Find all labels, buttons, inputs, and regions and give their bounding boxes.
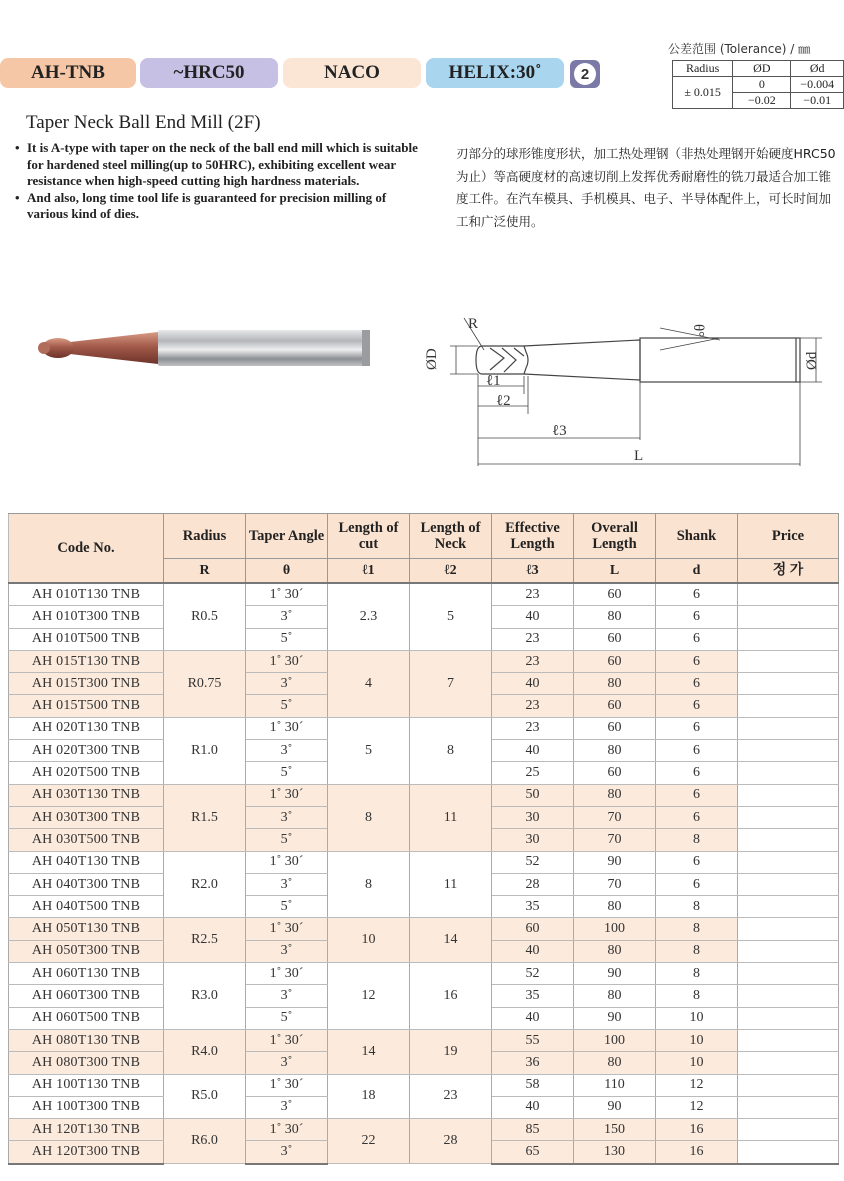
cell-oal: 60 — [574, 762, 656, 784]
description-en-item: • And also, long time tool life is guaranteed for precision milling of various kind of dies. — [14, 190, 419, 223]
tol-col-d: Ød — [791, 61, 844, 77]
cell-code: AH 050T130 TNB — [9, 918, 164, 940]
cell-price — [738, 784, 839, 806]
cell-price — [738, 740, 839, 762]
cell-code: AH 100T300 TNB — [9, 1096, 164, 1118]
cell-shank: 10 — [656, 1007, 738, 1029]
cell-price — [738, 873, 839, 895]
cell-oal: 80 — [574, 606, 656, 628]
cell-loc: 8 — [328, 851, 410, 918]
cell-oal: 60 — [574, 695, 656, 717]
subheader-lon: ℓ2 — [410, 559, 492, 584]
cell-taper: 5˚ — [246, 829, 328, 851]
cell-eff: 35 — [492, 896, 574, 918]
cell-shank: 16 — [656, 1119, 738, 1141]
cell-code: AH 060T500 TNB — [9, 1007, 164, 1029]
cell-lon: 11 — [410, 851, 492, 918]
cell-oal: 80 — [574, 896, 656, 918]
cell-loc: 10 — [328, 918, 410, 963]
cell-oal: 70 — [574, 873, 656, 895]
table-row — [9, 583, 839, 606]
header-lon: Length of Neck — [410, 514, 492, 559]
cell-oal: 100 — [574, 918, 656, 940]
cell-price — [738, 606, 839, 628]
cell-code: AH 040T500 TNB — [9, 896, 164, 918]
cell-oal: 70 — [574, 806, 656, 828]
cell-code: AH 010T500 TNB — [9, 628, 164, 650]
subheader-eff: ℓ3 — [492, 559, 574, 584]
table-row — [9, 717, 839, 739]
hardness-badge: ~HRC50 — [140, 58, 278, 88]
header-shank: Shank — [656, 514, 738, 559]
cell-radius: R6.0 — [164, 1119, 246, 1164]
cell-eff: 23 — [492, 650, 574, 672]
cell-taper: 5˚ — [246, 762, 328, 784]
cell-taper: 5˚ — [246, 628, 328, 650]
cell-oal: 60 — [574, 583, 656, 606]
cell-oal: 60 — [574, 650, 656, 672]
cell-oal: 80 — [574, 985, 656, 1007]
cell-eff: 23 — [492, 583, 574, 606]
cell-taper: 3˚ — [246, 940, 328, 962]
cell-code: AH 020T300 TNB — [9, 740, 164, 762]
cell-oal: 80 — [574, 740, 656, 762]
cell-price — [738, 673, 839, 695]
cell-taper: 1˚ 30´ — [246, 963, 328, 985]
cell-loc: 12 — [328, 963, 410, 1030]
cell-taper: 3˚ — [246, 806, 328, 828]
table-row — [9, 1074, 839, 1096]
cell-oal: 80 — [574, 1052, 656, 1074]
cell-eff: 40 — [492, 1007, 574, 1029]
cell-lon: 8 — [410, 717, 492, 784]
cell-price — [738, 896, 839, 918]
flute-count: 2 — [574, 63, 596, 85]
cell-oal: 70 — [574, 829, 656, 851]
table-row — [9, 963, 839, 985]
cell-code: AH 015T300 TNB — [9, 673, 164, 695]
cell-eff: 35 — [492, 985, 574, 1007]
product-title: Taper Neck Ball End Mill (2F) — [26, 112, 261, 133]
cell-eff: 36 — [492, 1052, 574, 1074]
table-row — [9, 784, 839, 806]
header-loc: Length of cut — [328, 514, 410, 559]
cell-taper: 3˚ — [246, 985, 328, 1007]
cell-lon: 5 — [410, 583, 492, 650]
cell-code: AH 100T130 TNB — [9, 1074, 164, 1096]
cell-shank: 6 — [656, 762, 738, 784]
cell-taper: 3˚ — [246, 606, 328, 628]
header-price: Price — [738, 514, 839, 559]
cell-oal: 90 — [574, 1096, 656, 1118]
cell-eff: 40 — [492, 740, 574, 762]
tool-photo — [30, 318, 375, 378]
cell-loc: 14 — [328, 1029, 410, 1074]
cell-price — [738, 940, 839, 962]
cell-eff: 55 — [492, 1029, 574, 1051]
table-row — [9, 851, 839, 873]
cell-shank: 12 — [656, 1096, 738, 1118]
tolerance-table — [672, 60, 844, 109]
table-row — [9, 1029, 839, 1051]
cell-taper: 1˚ 30´ — [246, 583, 328, 606]
cell-eff: 23 — [492, 717, 574, 739]
subheader-radius: R — [164, 559, 246, 584]
cell-loc: 22 — [328, 1119, 410, 1164]
cell-shank: 6 — [656, 583, 738, 606]
cell-code: AH 120T130 TNB — [9, 1119, 164, 1141]
cell-code: AH 020T500 TNB — [9, 762, 164, 784]
cell-eff: 40 — [492, 1096, 574, 1118]
table-row — [9, 1119, 839, 1141]
cell-lon: 19 — [410, 1029, 492, 1074]
cell-radius: R1.0 — [164, 717, 246, 784]
cell-eff: 52 — [492, 851, 574, 873]
cell-radius: R0.5 — [164, 583, 246, 650]
cell-shank: 6 — [656, 650, 738, 672]
cell-eff: 52 — [492, 963, 574, 985]
cell-shank: 6 — [656, 851, 738, 873]
cell-code: AH 080T300 TNB — [9, 1052, 164, 1074]
cell-radius: R3.0 — [164, 963, 246, 1030]
cell-code: AH 030T130 TNB — [9, 784, 164, 806]
cell-eff: 40 — [492, 606, 574, 628]
cell-shank: 6 — [656, 873, 738, 895]
cell-taper: 5˚ — [246, 896, 328, 918]
cell-loc: 5 — [328, 717, 410, 784]
cell-taper: 3˚ — [246, 873, 328, 895]
cell-code: AH 020T130 TNB — [9, 717, 164, 739]
cell-eff: 50 — [492, 784, 574, 806]
cell-price — [738, 650, 839, 672]
label-theta: θ° — [690, 324, 706, 338]
tol-d-upper: −0.004 — [791, 77, 844, 93]
cell-shank: 12 — [656, 1074, 738, 1096]
cell-oal: 90 — [574, 1007, 656, 1029]
table-row — [9, 650, 839, 672]
cell-oal: 130 — [574, 1141, 656, 1164]
subheader-shank: d — [656, 559, 738, 584]
cell-shank: 6 — [656, 784, 738, 806]
cell-taper: 5˚ — [246, 695, 328, 717]
cell-oal: 80 — [574, 940, 656, 962]
cell-code: AH 010T300 TNB — [9, 606, 164, 628]
cell-price — [738, 762, 839, 784]
cell-price — [738, 918, 839, 940]
cell-lon: 14 — [410, 918, 492, 963]
cell-shank: 6 — [656, 740, 738, 762]
cell-shank: 16 — [656, 1141, 738, 1164]
spec-table — [8, 513, 839, 1165]
cell-oal: 90 — [574, 851, 656, 873]
cell-oal: 110 — [574, 1074, 656, 1096]
label-l3: ℓ3 — [552, 423, 567, 439]
cell-radius: R2.5 — [164, 918, 246, 963]
cell-oal: 60 — [574, 717, 656, 739]
cell-shank: 8 — [656, 940, 738, 962]
spec-table-body — [9, 583, 839, 1164]
cell-shank: 10 — [656, 1029, 738, 1051]
cell-lon: 7 — [410, 650, 492, 717]
cell-eff: 60 — [492, 918, 574, 940]
cell-taper: 1˚ 30´ — [246, 784, 328, 806]
cell-lon: 23 — [410, 1074, 492, 1119]
cell-price — [738, 806, 839, 828]
cell-code: AH 015T130 TNB — [9, 650, 164, 672]
cell-eff: 65 — [492, 1141, 574, 1164]
cell-price — [738, 1096, 839, 1118]
cell-oal: 60 — [574, 628, 656, 650]
cell-code: AH 040T300 TNB — [9, 873, 164, 895]
cell-oal: 80 — [574, 673, 656, 695]
cell-taper: 1˚ 30´ — [246, 851, 328, 873]
cell-eff: 85 — [492, 1119, 574, 1141]
cell-taper: 3˚ — [246, 1141, 328, 1164]
cell-code: AH 030T500 TNB — [9, 829, 164, 851]
cell-code: AH 080T130 TNB — [9, 1029, 164, 1051]
description-cn: 刃部分的球形锥度形状，加工热处理钢（非热处理钢开始硬度HRC50为止）等高硬度材的高速切削上发挥优秀耐磨性的铣刀最适合加工锥度工件。在汽车模具、手机模具、电子、半导体配件上，可长时间加工和广泛使用。 — [456, 146, 836, 229]
cell-oal: 100 — [574, 1029, 656, 1051]
label-l1: ℓ1 — [486, 373, 501, 389]
cell-loc: 18 — [328, 1074, 410, 1119]
cell-code: AH 060T300 TNB — [9, 985, 164, 1007]
cell-code: AH 120T300 TNB — [9, 1141, 164, 1164]
cell-radius: R5.0 — [164, 1074, 246, 1119]
cell-lon: 28 — [410, 1119, 492, 1164]
cell-radius: R1.5 — [164, 784, 246, 851]
cell-eff: 23 — [492, 628, 574, 650]
label-l2: ℓ2 — [496, 393, 511, 409]
cell-eff: 40 — [492, 673, 574, 695]
cell-shank: 6 — [656, 673, 738, 695]
header-code: Code No. — [9, 514, 164, 584]
cell-oal: 150 — [574, 1119, 656, 1141]
cell-price — [738, 628, 839, 650]
series-badge: AH-TNB — [0, 58, 136, 88]
cell-shank: 6 — [656, 695, 738, 717]
cell-eff: 58 — [492, 1074, 574, 1096]
cell-shank: 8 — [656, 918, 738, 940]
table-row — [9, 918, 839, 940]
label-D: ØD — [424, 348, 440, 370]
cell-shank: 8 — [656, 963, 738, 985]
tol-D-upper: 0 — [733, 77, 791, 93]
cell-price — [738, 1119, 839, 1141]
cell-price — [738, 1074, 839, 1096]
cell-loc: 2.3 — [328, 583, 410, 650]
cell-shank: 6 — [656, 806, 738, 828]
cell-shank: 10 — [656, 1052, 738, 1074]
cell-radius: R2.0 — [164, 851, 246, 918]
cell-shank: 8 — [656, 896, 738, 918]
label-R: R — [468, 316, 479, 332]
label-d: Ød — [804, 351, 820, 370]
cell-price — [738, 1052, 839, 1074]
cell-eff: 30 — [492, 806, 574, 828]
tol-d-lower: −0.01 — [791, 93, 844, 109]
cell-loc: 8 — [328, 784, 410, 851]
cell-taper: 3˚ — [246, 1052, 328, 1074]
cell-code: AH 015T500 TNB — [9, 695, 164, 717]
coating-badge: NACO — [283, 58, 421, 88]
subheader-loc: ℓ1 — [328, 559, 410, 584]
tol-D-lower: −0.02 — [733, 93, 791, 109]
cell-radius: R0.75 — [164, 650, 246, 717]
tol-col-D: ØD — [733, 61, 791, 77]
cell-price — [738, 1141, 839, 1164]
cell-code: AH 030T300 TNB — [9, 806, 164, 828]
cell-price — [738, 695, 839, 717]
cell-eff: 28 — [492, 873, 574, 895]
cell-taper: 3˚ — [246, 740, 328, 762]
helix-badge: HELIX:30˚ — [426, 58, 564, 88]
cell-code: AH 050T300 TNB — [9, 940, 164, 962]
cell-price — [738, 583, 839, 606]
cell-eff: 23 — [492, 695, 574, 717]
cell-taper: 3˚ — [246, 673, 328, 695]
header-oal: Overall Length — [574, 514, 656, 559]
cell-price — [738, 1007, 839, 1029]
cell-price — [738, 1029, 839, 1051]
cell-shank: 6 — [656, 606, 738, 628]
subheader-oal: L — [574, 559, 656, 584]
description-en — [14, 140, 419, 223]
cell-code: AH 040T130 TNB — [9, 851, 164, 873]
cell-code: AH 010T130 TNB — [9, 583, 164, 606]
tol-radius-value: ± 0.015 — [673, 77, 733, 109]
cell-price — [738, 717, 839, 739]
cell-shank: 8 — [656, 829, 738, 851]
cell-taper: 3˚ — [246, 1096, 328, 1118]
cell-oal: 80 — [574, 784, 656, 806]
cell-oal: 90 — [574, 963, 656, 985]
cell-radius: R4.0 — [164, 1029, 246, 1074]
cell-shank: 6 — [656, 628, 738, 650]
dimension-diagram — [420, 298, 840, 473]
cell-price — [738, 985, 839, 1007]
cell-taper: 1˚ 30´ — [246, 918, 328, 940]
tolerance-title: 公差范围 (Tolerance) / ㎜ — [668, 42, 811, 56]
cell-loc: 4 — [328, 650, 410, 717]
cell-price — [738, 851, 839, 873]
cell-shank: 6 — [656, 717, 738, 739]
header-eff: Effective Length — [492, 514, 574, 559]
description-en-item: • It is A-type with taper on the neck of the ball end mill which is suitable for hardened steel milling(up to 50HRC), exhibiting excellent wear resistance when high-speed cutting high hardness materials. — [14, 140, 419, 190]
subheader-price: 정 가 — [738, 559, 839, 584]
cell-taper: 1˚ 30´ — [246, 1029, 328, 1051]
cell-taper: 1˚ 30´ — [246, 1119, 328, 1141]
tol-col-radius: Radius — [673, 61, 733, 77]
cell-eff: 30 — [492, 829, 574, 851]
cell-eff: 25 — [492, 762, 574, 784]
subheader-taper: θ — [246, 559, 328, 584]
flute-count-icon — [570, 60, 600, 88]
cell-lon: 11 — [410, 784, 492, 851]
cell-eff: 40 — [492, 940, 574, 962]
header-taper: Taper Angle — [246, 514, 328, 559]
cell-taper: 1˚ 30´ — [246, 1074, 328, 1096]
cell-shank: 8 — [656, 985, 738, 1007]
cell-lon: 16 — [410, 963, 492, 1030]
cell-price — [738, 963, 839, 985]
cell-taper: 1˚ 30´ — [246, 650, 328, 672]
cell-price — [738, 829, 839, 851]
cell-taper: 5˚ — [246, 1007, 328, 1029]
cell-taper: 1˚ 30´ — [246, 717, 328, 739]
header-radius: Radius — [164, 514, 246, 559]
label-L: L — [634, 448, 644, 464]
cell-code: AH 060T130 TNB — [9, 963, 164, 985]
